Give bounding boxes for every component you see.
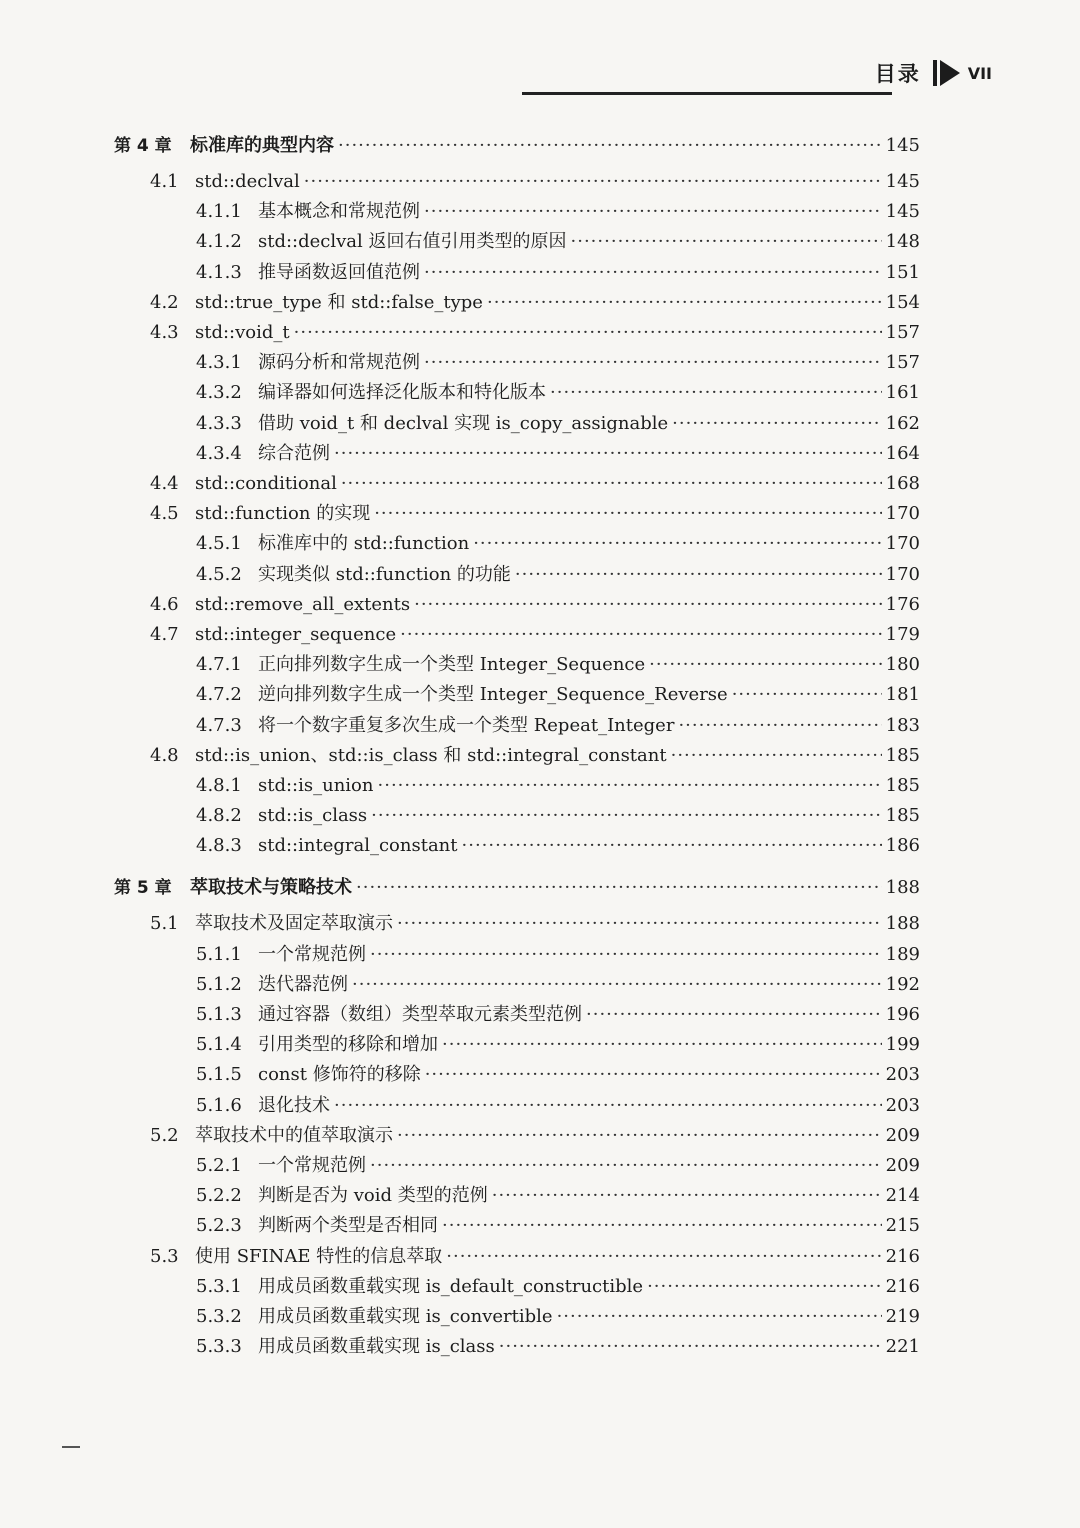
toc-page-number: 185 [885, 744, 920, 766]
toc-label: 编译器如何选择泛化版本和特化版本 [258, 382, 546, 404]
leader-dots [341, 472, 882, 496]
leader-dots [424, 261, 882, 285]
toc-page-number: 216 [885, 1245, 920, 1267]
toc-entry[interactable] [0, 623, 1080, 647]
toc-entry[interactable] [0, 532, 1080, 556]
leader-dots [400, 623, 882, 647]
toc-label: std::integral_constant [258, 835, 458, 857]
leader-dots [678, 714, 881, 738]
toc-entry[interactable] [0, 774, 1080, 798]
toc-entry[interactable] [0, 472, 1080, 496]
toc-label: 正向排列数字生成一个类型 Integer_Sequence [258, 654, 646, 676]
toc-label: 用成员函数重载实现 is_default_constructible [258, 1275, 644, 1297]
toc-page-number: 157 [885, 322, 920, 343]
toc-entry[interactable] [0, 912, 1080, 936]
toc-number: 4.1.3 [196, 261, 242, 283]
toc-entry[interactable] [0, 351, 1080, 375]
toc-label: 标准库中的 std::function [258, 533, 470, 555]
toc-page-number: 151 [885, 261, 920, 283]
toc-entry[interactable] [0, 943, 1080, 967]
toc-page-number: 215 [885, 1215, 920, 1237]
toc-label: 实现类似 std::function 的功能 [258, 563, 511, 585]
toc-label: std::void_t [195, 322, 290, 343]
toc-number: 5.1.2 [196, 973, 242, 995]
toc-label: 将一个数字重复多次生成一个类型 Repeat_Integer [258, 714, 675, 736]
toc-page-number: 203 [885, 1094, 920, 1116]
section-title: 目录 [874, 62, 921, 86]
toc-label: 综合范例 [258, 442, 330, 464]
toc-number: 4.1.1 [196, 201, 242, 223]
toc-number: 5.1.3 [196, 1004, 242, 1025]
toc-page-number: 196 [885, 1004, 920, 1025]
leader-dots [370, 1154, 882, 1178]
toc-label: std::remove_all_extents [195, 593, 411, 615]
leader-dots [338, 134, 882, 158]
toc-entry[interactable] [0, 744, 1080, 768]
toc-entry[interactable] [0, 291, 1080, 315]
toc-number: 4.3.3 [196, 412, 242, 434]
leader-dots [515, 563, 882, 587]
toc-number: 4.6 [150, 593, 179, 615]
toc-page-number: 170 [885, 503, 920, 525]
leader-dots [487, 291, 882, 315]
toc-page-number: 161 [885, 382, 920, 404]
toc-label: 判断是否为 void 类型的范例 [258, 1185, 488, 1207]
toc-number: 4.1.2 [196, 231, 242, 253]
toc-label: 判断两个类型是否相同 [258, 1215, 438, 1237]
toc-entry[interactable] [0, 714, 1080, 738]
toc-entry[interactable] [0, 1063, 1080, 1087]
toc-label: std::is_class [258, 805, 368, 827]
toc-number: 5.2 [150, 1124, 179, 1146]
toc-entry[interactable] [0, 973, 1080, 997]
toc-entry[interactable] [0, 261, 1080, 285]
toc-label: 退化技术 [258, 1094, 330, 1116]
toc-label: 引用类型的移除和增加 [258, 1034, 438, 1056]
toc-number: 4.7.2 [196, 684, 242, 706]
leader-dots [442, 1214, 882, 1238]
toc-number: 4.8 [150, 744, 179, 766]
toc-label: std::declval 返回右值引用类型的原因 [258, 231, 567, 253]
toc-number: 第 5 章 [114, 878, 172, 899]
leader-dots [334, 442, 882, 466]
page-header [875, 58, 992, 88]
toc-label: 借助 void_t 和 declval 实现 is_copy_assignable [258, 412, 669, 434]
toc-page-number: 189 [885, 943, 920, 965]
toc-number: 4.8.2 [196, 805, 242, 827]
play-arrow-icon [940, 60, 960, 86]
toc-label: std::is_union [258, 775, 374, 796]
toc-label: 一个常规范例 [258, 943, 366, 965]
toc-entry[interactable] [0, 442, 1080, 466]
leader-dots [672, 412, 881, 436]
leader-dots [499, 1335, 882, 1359]
toc-entry[interactable] [0, 1305, 1080, 1329]
toc-entry[interactable] [0, 1033, 1080, 1057]
toc-page-number: 145 [885, 171, 920, 192]
toc-entry[interactable] [0, 804, 1080, 828]
toc-page-number: 170 [885, 533, 920, 555]
toc-page-number: 185 [885, 775, 920, 796]
leader-dots [732, 683, 882, 707]
toc-page-number: 157 [885, 352, 920, 374]
toc-label: 基本概念和常规范例 [258, 201, 420, 223]
toc-number: 5.2.2 [196, 1185, 242, 1207]
toc-page-number: 176 [885, 593, 920, 615]
toc-page-number: 145 [885, 201, 920, 223]
leader-dots [571, 230, 882, 254]
toc-page-number: 180 [885, 654, 920, 676]
toc-page-number: 209 [885, 1155, 920, 1176]
toc-entry[interactable] [0, 170, 1080, 194]
toc-number: 5.3.3 [196, 1336, 242, 1358]
toc-label: 通过容器（数组）类型萃取元素类型范例 [258, 1004, 582, 1025]
leader-dots [446, 1245, 881, 1269]
toc-entry[interactable] [0, 1094, 1080, 1118]
toc-page-number: 145 [885, 135, 920, 156]
toc-number: 4.7.1 [196, 654, 242, 676]
leader-dots [550, 381, 882, 405]
toc-page-number: 209 [885, 1124, 920, 1146]
header-bar-mark [933, 60, 937, 86]
toc-number: 5.2.3 [196, 1215, 242, 1237]
toc-number: 5.1.4 [196, 1034, 242, 1056]
toc-number: 4.3.2 [196, 382, 242, 404]
toc-label: std::true_type 和 std::false_type [195, 291, 483, 313]
toc-number: 4.3.4 [196, 442, 242, 464]
toc-entry[interactable] [0, 563, 1080, 587]
toc-entry[interactable] [0, 1214, 1080, 1238]
toc-label: std::conditional [195, 473, 337, 494]
toc-page-number: 221 [885, 1336, 920, 1358]
toc-number: 4.4 [150, 473, 179, 494]
toc-label: std::function 的实现 [195, 503, 371, 525]
toc-label: 一个常规范例 [258, 1155, 366, 1176]
toc-chapter[interactable] [0, 134, 1080, 158]
toc-page-number: 183 [885, 714, 920, 736]
toc-page-number: 170 [885, 563, 920, 585]
leader-dots [352, 973, 882, 997]
toc-number: 5.1.1 [196, 943, 242, 965]
page-number: VII [967, 63, 992, 83]
leader-dots [586, 1003, 882, 1027]
toc-page-number: 185 [885, 805, 920, 827]
toc-number: 5.3 [150, 1245, 179, 1267]
toc-entry[interactable] [0, 1003, 1080, 1027]
toc-number: 5.1.5 [196, 1064, 242, 1086]
leader-dots [649, 653, 881, 677]
toc-entry[interactable] [0, 412, 1080, 436]
toc-page-number: 214 [885, 1185, 920, 1207]
toc-number: 第 4 章 [114, 136, 172, 156]
toc-number: 4.7.3 [196, 714, 242, 736]
toc-page-number: 203 [885, 1064, 920, 1086]
toc-label: 迭代器范例 [258, 973, 348, 995]
toc-number: 4.5.2 [196, 563, 242, 585]
toc-entry[interactable] [0, 1245, 1080, 1269]
toc-page-number: 188 [885, 877, 920, 899]
toc-page-number: 186 [885, 835, 920, 857]
toc-page-number: 148 [885, 231, 920, 253]
toc-entry[interactable] [0, 230, 1080, 254]
toc-entry[interactable] [0, 1124, 1080, 1148]
toc-label: std::integer_sequence [195, 624, 397, 645]
leader-dots [492, 1184, 882, 1208]
toc-entry[interactable] [0, 653, 1080, 677]
toc-label: 萃取技术及固定萃取演示 [195, 913, 393, 935]
toc-number: 4.8.1 [196, 775, 242, 796]
toc-number: 5.3.2 [196, 1306, 242, 1327]
toc-number: 5.1 [150, 913, 179, 935]
leader-dots [371, 804, 881, 828]
leader-dots [473, 532, 881, 556]
leader-dots [356, 876, 882, 900]
toc-entry[interactable] [0, 381, 1080, 405]
leader-dots [414, 593, 882, 617]
toc-page-number: 216 [885, 1275, 920, 1297]
toc-number: 4.5.1 [196, 533, 242, 555]
toc-number: 4.5 [150, 503, 179, 525]
leader-dots [397, 1124, 882, 1148]
toc-entry[interactable] [0, 321, 1080, 345]
toc-label: 标准库的典型内容 [190, 135, 334, 156]
toc-entry[interactable] [0, 683, 1080, 707]
toc-entry[interactable] [0, 1335, 1080, 1359]
toc-entry[interactable] [0, 593, 1080, 617]
toc-page-number: 188 [885, 913, 920, 935]
toc-number: 5.1.6 [196, 1094, 242, 1116]
toc-label: 推导函数返回值范例 [258, 261, 420, 283]
toc-chapter[interactable] [0, 876, 1080, 900]
toc-label: 用成员函数重载实现 is_class [258, 1336, 495, 1358]
toc-number: 4.1 [150, 171, 179, 192]
toc-label: std::is_union、std::is_class 和 std::integral_constant [195, 744, 667, 766]
leader-dots [442, 1033, 882, 1057]
toc-page-number: 164 [885, 442, 920, 464]
toc-page-number: 192 [885, 973, 920, 995]
toc-number: 4.3 [150, 322, 179, 343]
toc-number: 4.7 [150, 624, 179, 645]
toc-page-number: 162 [885, 412, 920, 434]
toc-entry[interactable] [0, 1184, 1080, 1208]
leader-dots [425, 1063, 882, 1087]
leader-dots [294, 321, 882, 345]
toc-label: 萃取技术中的值萃取演示 [195, 1124, 393, 1146]
toc-label: 源码分析和常规范例 [258, 352, 420, 374]
toc-label: 使用 SFINAE 特性的信息萃取 [195, 1245, 443, 1267]
leader-dots [557, 1305, 882, 1329]
leader-dots [671, 744, 882, 768]
toc-page-number: 219 [885, 1306, 920, 1327]
leader-dots [374, 502, 881, 526]
leader-dots [424, 351, 882, 375]
leader-dots [378, 774, 882, 798]
toc-entry[interactable] [0, 834, 1080, 858]
toc-number: 4.8.3 [196, 835, 242, 857]
toc-entry[interactable] [0, 1275, 1080, 1299]
toc-entry[interactable] [0, 502, 1080, 526]
toc-page-number: 179 [885, 624, 920, 645]
toc-entry[interactable] [0, 1154, 1080, 1178]
toc-number: 4.3.1 [196, 352, 242, 374]
header-rule [522, 92, 892, 95]
toc-label: 萃取技术与策略技术 [190, 877, 352, 899]
toc-label: std::declval [195, 171, 300, 192]
toc-number: 5.2.1 [196, 1155, 242, 1176]
toc-label: const 修饰符的移除 [258, 1064, 421, 1086]
toc-entry[interactable] [0, 200, 1080, 224]
leader-dots [424, 200, 882, 224]
toc-page-number: 168 [885, 473, 920, 494]
toc-label: 用成员函数重载实现 is_convertible [258, 1306, 553, 1327]
margin-dash [62, 1446, 80, 1448]
leader-dots [647, 1275, 882, 1299]
leader-dots [304, 170, 882, 194]
leader-dots [462, 834, 882, 858]
leader-dots [397, 912, 882, 936]
toc-number: 4.2 [150, 291, 179, 313]
toc-page-number: 181 [885, 684, 920, 706]
leader-dots [370, 943, 882, 967]
toc-page-number: 154 [885, 291, 920, 313]
toc-label: 逆向排列数字生成一个类型 Integer_Sequence_Reverse [258, 684, 728, 706]
toc-number: 5.3.1 [196, 1275, 242, 1297]
leader-dots [334, 1094, 882, 1118]
toc-page-number: 199 [885, 1034, 920, 1056]
